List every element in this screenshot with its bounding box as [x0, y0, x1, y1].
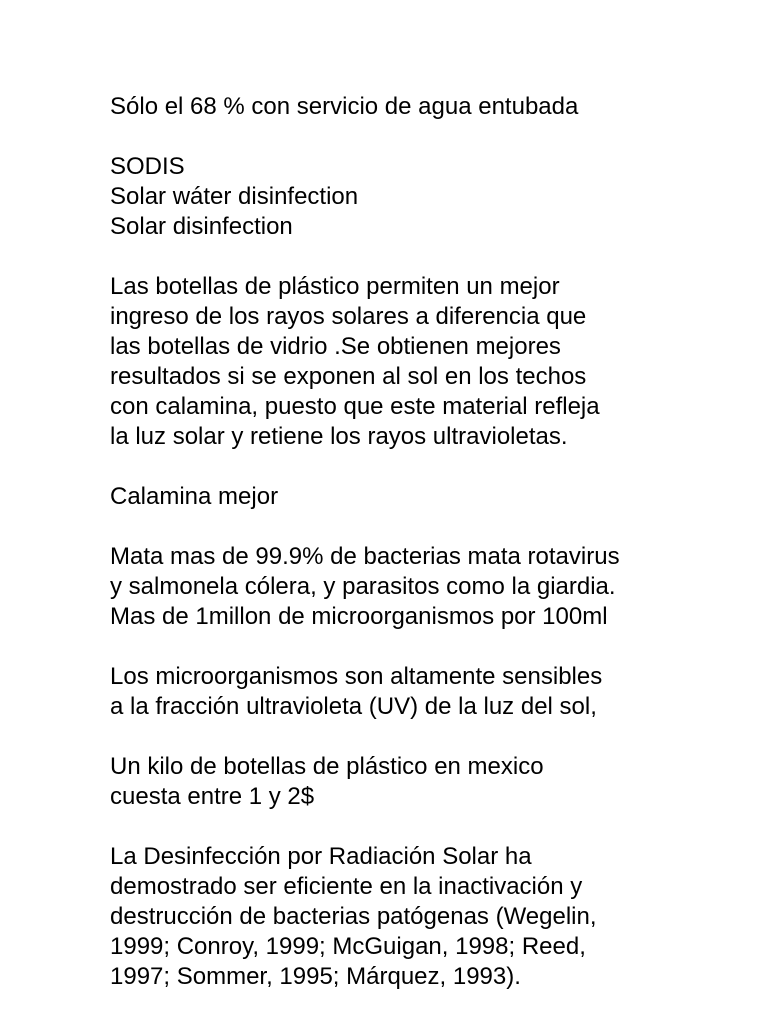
paragraph-bacteria [110, 542, 710, 632]
text-line: SODIS [110, 153, 185, 180]
text-line: resultados si se exponen al sol en los techos [110, 363, 587, 390]
text-line: Mata mas de 99.9% de bacterias mata rotavirus [110, 543, 620, 570]
text-line: ingreso de los rayos solares a diferencia que [110, 303, 587, 330]
text-line: la luz solar y retiene los rayos ultravioletas. [110, 423, 568, 450]
text-line: Un kilo de botellas de plástico en mexico [110, 753, 544, 780]
text-line: Calamina mejor [110, 483, 279, 510]
text-line: cuesta entre 1 y 2$ [110, 783, 315, 810]
document-body [110, 92, 710, 1022]
text-line: Sólo el 68 % con servicio de agua entubada [110, 93, 579, 120]
paragraph-plastic-bottles [110, 272, 710, 452]
paragraph-sodis [110, 152, 710, 242]
text-line: 1997; Sommer, 1995; Márquez, 1993). [110, 963, 521, 990]
paragraph-calamina [110, 482, 710, 512]
text-line: con calamina, puesto que este material refleja [110, 393, 600, 420]
text-line: Solar wáter disinfection [110, 183, 359, 210]
text-line: demostrado ser eficiente en la inactivación y [110, 873, 583, 900]
text-line: a la fracción ultravioleta (UV) de la luz del sol, [110, 693, 597, 720]
paragraph-references [110, 842, 710, 992]
text-line: 1999; Conroy, 1999; McGuigan, 1998; Reed, [110, 933, 586, 960]
text-line: Las botellas de plástico permiten un mejor [110, 273, 560, 300]
text-line: destrucción de bacterias patógenas (Wegelin, [110, 903, 597, 930]
text-line: Mas de 1millon de microorganismos por 100ml [110, 603, 608, 630]
text-line: y salmonela cólera, y parasitos como la giardia. [110, 573, 616, 600]
paragraph-water-service [110, 92, 710, 122]
text-line: Los microorganismos son altamente sensibles [110, 663, 603, 690]
text-line: La Desinfección por Radiación Solar ha [110, 843, 532, 870]
text-line: las botellas de vidrio .Se obtienen mejores [110, 333, 561, 360]
text-line: Solar disinfection [110, 213, 293, 240]
paragraph-bottle-cost [110, 752, 710, 812]
paragraph-uv-sensitivity [110, 662, 710, 722]
